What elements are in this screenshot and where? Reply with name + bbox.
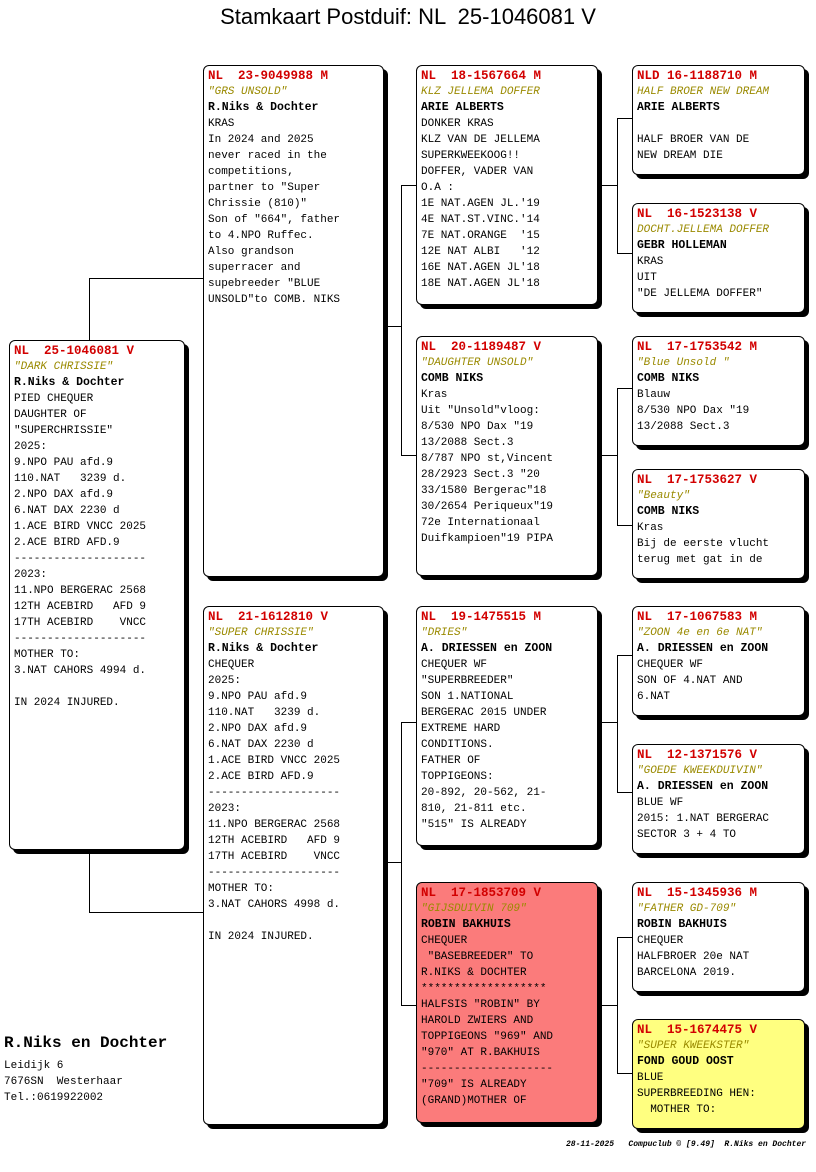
connector-line: [617, 525, 632, 526]
pedigree-line: 1E NAT.AGEN JL.'19: [421, 198, 540, 210]
connector-line: [617, 655, 632, 656]
pedigree-line: MOTHER TO:: [208, 883, 275, 895]
connector-line: [598, 722, 617, 723]
pedigree-line: [208, 913, 379, 929]
pedigree-line: 33/1580 Bergerac"18: [421, 485, 547, 497]
pedigree-line: CHEQUER: [421, 935, 468, 947]
pedigree-line: SUPERKWEEKOOG!!: [421, 150, 521, 162]
connector-line: [89, 278, 204, 279]
pedigree-line: TOPPIGEONS:: [421, 771, 494, 783]
pedigree-line: Chrissie (810)": [208, 198, 308, 210]
pedigree-line: partner to "Super: [208, 182, 321, 194]
pedigree-line: CHEQUER WF: [421, 659, 488, 671]
pedigree-line: --------------------: [14, 633, 147, 645]
pedigree-line: DOFFER, VADER VAN: [421, 166, 534, 178]
pedigree-line: [637, 116, 800, 132]
ring-number: NL 20-1189487 V: [421, 340, 542, 354]
pedigree-line: CONDITIONS.: [421, 739, 494, 751]
pigeon-card-ddd: [632, 1019, 805, 1129]
pedigree-line: 17TH ACEBIRD VNCC: [208, 851, 341, 863]
pedigree-line: 2025:: [208, 675, 242, 687]
pedigree-line: 2.NPO DAX afd.9: [208, 723, 308, 735]
pigeon-owner: ARIE ALBERTS: [637, 101, 720, 114]
pedigree-line: HAROLD ZWIERS AND: [421, 1015, 534, 1027]
ring-number: NL 15-1674475 V: [637, 1023, 758, 1037]
pedigree-line: 16E NAT.AGEN JL'18: [421, 262, 540, 274]
pedigree-line: KRAS: [637, 256, 664, 268]
pigeon-owner: COMB NIKS: [637, 372, 700, 385]
pigeon-nickname: "SUPER KWEEKSTER": [637, 1040, 750, 1052]
ring-number: NL 17-1853709 V: [421, 886, 542, 900]
pedigree-line: 28/2923 Sect.3 "20: [421, 469, 540, 481]
pedigree-line: 2.NPO DAX afd.9: [14, 489, 114, 501]
ring-number: NL 23-9049988 M: [208, 69, 329, 83]
pigeon-owner: COMB NIKS: [421, 372, 484, 385]
pedigree-line: 13/2088 Sect.3: [421, 437, 514, 449]
pedigree-line: SECTOR 3 + 4 TO: [637, 829, 737, 841]
connector-line: [401, 1005, 417, 1006]
pigeon-card-dam: [203, 606, 384, 1125]
pedigree-line: 2023:: [208, 803, 242, 815]
pigeon-owner: GEBR HOLLEMAN: [637, 239, 727, 252]
pedigree-line: 12E NAT ALBI '12: [421, 246, 540, 258]
pedigree-line: 6.NAT: [637, 691, 671, 703]
pigeon-owner: R.Niks & Dochter: [208, 101, 319, 114]
pedigree-line: CHEQUER WF: [637, 659, 704, 671]
pedigree-line: 30/2654 Periqueux"19: [421, 501, 554, 513]
ring-number: NL 15-1345936 M: [637, 886, 758, 900]
pigeon-owner: FOND GOUD OOST: [637, 1055, 734, 1068]
connector-line: [384, 862, 401, 863]
pedigree-line: 13/2088 Sect.3: [637, 421, 730, 433]
pigeon-nickname: "Beauty": [637, 490, 690, 502]
pedigree-line: "DE JELLEMA DOFFER": [637, 288, 763, 300]
breeder-phone: Tel.:0619922002: [4, 1092, 104, 1104]
pedigree-line: 4E NAT.ST.VINC.'14: [421, 214, 540, 226]
pigeon-nickname: "SUPER CHRISSIE": [208, 627, 314, 639]
ring-number: NL 17-1753542 M: [637, 340, 758, 354]
pedigree-line: UNSOLD"to COMB. NIKS: [208, 294, 341, 306]
pigeon-owner: A. DRIESSEN en ZOON: [637, 642, 769, 655]
pedigree-line: 20-892, 20-562, 21-: [421, 787, 547, 799]
pigeon-card-dam-sire: [416, 606, 598, 846]
pigeon-owner: A. DRIESSEN en ZOON: [421, 642, 553, 655]
connector-line: [617, 792, 632, 793]
breeder-city: 7676SN Westerhaar: [4, 1076, 123, 1088]
pedigree-line: BARCELONA 2019.: [637, 967, 737, 979]
pedigree-line: "BASEBREEDER" TO: [421, 951, 534, 963]
pedigree-line: --------------------: [421, 1063, 554, 1075]
pedigree-line: PIED CHEQUER: [14, 393, 94, 405]
pedigree-line: UIT: [637, 272, 657, 284]
connector-line: [617, 937, 618, 1073]
pedigree-line: Bij de eerste vlucht: [637, 538, 770, 550]
pedigree-line: 810, 21-811 etc.: [421, 803, 527, 815]
pedigree-line: 12TH ACEBIRD AFD 9: [208, 835, 341, 847]
pigeon-nickname: HALF BROER NEW DREAM: [637, 86, 770, 98]
pigeon-nickname: "GIJSDUIVIN 709": [421, 903, 527, 915]
pigeon-card-ssd: [632, 203, 805, 313]
connector-line: [401, 722, 417, 723]
pedigree-line: 12TH ACEBIRD AFD 9: [14, 601, 147, 613]
connector-line: [89, 278, 90, 340]
pedigree-line: HALFSIS "ROBIN" BY: [421, 999, 540, 1011]
connector-line: [598, 1005, 617, 1006]
pedigree-line: [14, 679, 180, 695]
pedigree-line: BERGERAC 2015 UNDER: [421, 707, 547, 719]
pedigree-line: --------------------: [208, 867, 341, 879]
pedigree-line: BLUE: [637, 1072, 664, 1084]
connector-line: [617, 937, 632, 938]
connector-line: [598, 185, 617, 186]
pigeon-card-dam-dam: [416, 882, 598, 1123]
pedigree-line: BLUE WF: [637, 797, 684, 809]
pedigree-line: DONKER KRAS: [421, 118, 494, 130]
connector-line: [617, 1073, 632, 1074]
pigeon-nickname: "DRIES": [421, 627, 468, 639]
pedigree-line: 2023:: [14, 569, 48, 581]
pedigree-line: Kras: [637, 522, 664, 534]
pedigree-line: 18E NAT.AGEN JL'18: [421, 278, 540, 290]
pedigree-line: EXTREME HARD: [421, 723, 501, 735]
pigeon-nickname: "GOEDE KWEEKDUIVIN": [637, 765, 763, 777]
pedigree-line: Kras: [421, 389, 448, 401]
pedigree-line: Son of "664", father: [208, 214, 341, 226]
breeder-name: R.Niks en Dochter: [4, 1034, 168, 1052]
pigeon-card-sire: [203, 65, 384, 577]
ring-number: NL 12-1371576 V: [637, 748, 758, 762]
pigeon-owner: R.Niks & Dochter: [14, 376, 125, 389]
pedigree-line: O.A :: [421, 182, 455, 194]
connector-line: [89, 850, 90, 912]
pigeon-nickname: "FATHER GD-709": [637, 903, 737, 915]
pigeon-owner: ROBIN BAKHUIS: [421, 918, 511, 931]
pedigree-line: superracer and: [208, 262, 301, 274]
pedigree-line: 9.NPO PAU afd.9: [208, 691, 308, 703]
pedigree-line: 3.NAT CAHORS 4994 d.: [14, 665, 147, 677]
pedigree-line: Duifkampioen"19 PIPA: [421, 533, 554, 545]
pigeon-card-dds: [632, 882, 805, 992]
pedigree-line: 8/787 NPO st,Vincent: [421, 453, 554, 465]
pedigree-line: FATHER OF: [421, 755, 481, 767]
pedigree-line: In 2024 and 2025: [208, 134, 314, 146]
pedigree-line: IN 2024 INJURED.: [208, 931, 314, 943]
pedigree-line: Uit "Unsold"vloog:: [421, 405, 540, 417]
pedigree-line: SON OF 4.NAT AND: [637, 675, 743, 687]
ring-number: NLD 16-1188710 M: [637, 69, 758, 83]
pigeon-card-subject: [9, 340, 185, 850]
ring-number: NL 16-1523138 V: [637, 207, 758, 221]
pedigree-line: HALFBROER 20e NAT: [637, 951, 750, 963]
pedigree-line: DAUGHTER OF: [14, 409, 87, 421]
pedigree-line: 3.NAT CAHORS 4998 d.: [208, 899, 341, 911]
pedigree-line: R.NIKS & DOCHTER: [421, 967, 527, 979]
pedigree-line: SUPERBREEDING HEN:: [637, 1088, 756, 1100]
pigeon-owner: ARIE ALBERTS: [421, 101, 504, 114]
pedigree-line: 6.NAT DAX 2230 d: [14, 505, 120, 517]
ring-number: NL 17-1753627 V: [637, 473, 758, 487]
pigeon-owner: A. DRIESSEN en ZOON: [637, 780, 769, 793]
pedigree-line: 1.ACE BIRD VNCC 2025: [14, 521, 147, 533]
ring-number: NL 25-1046081 V: [14, 344, 135, 358]
pedigree-line: 8/530 NPO Dax "19: [637, 405, 750, 417]
pedigree-line: (GRAND)MOTHER OF: [421, 1095, 527, 1107]
pedigree-line: 6.NAT DAX 2230 d: [208, 739, 314, 751]
pigeon-card-sire-sire: [416, 65, 598, 305]
pedigree-line: 11.NPO BERGERAC 2568: [208, 819, 341, 831]
pedigree-line: CHEQUER: [208, 659, 255, 671]
pedigree-line: "970" AT R.BAKHUIS: [421, 1047, 540, 1059]
pedigree-line: competitions,: [208, 166, 294, 178]
pigeon-card-dsd: [632, 744, 805, 854]
pedigree-line: 8/530 NPO Dax "19: [421, 421, 534, 433]
connector-line: [598, 455, 617, 456]
pedigree-line: --------------------: [14, 553, 147, 565]
pedigree-line: Also grandson: [208, 246, 294, 258]
pigeon-nickname: KLZ JELLEMA DOFFER: [421, 86, 540, 98]
pedigree-line: SON 1.NATIONAL: [421, 691, 514, 703]
pedigree-line: IN 2024 INJURED.: [14, 697, 120, 709]
connector-line: [617, 388, 618, 525]
pigeon-card-sss: [632, 65, 805, 175]
pigeon-nickname: "ZOON 4e en 6e NAT": [637, 627, 763, 639]
connector-line: [401, 185, 417, 186]
pedigree-line: KRAS: [208, 118, 235, 130]
pedigree-line: 2.ACE BIRD AFD.9: [208, 771, 314, 783]
connector-line: [401, 455, 417, 456]
pedigree-line: "515" IS ALREADY: [421, 819, 527, 831]
connector-line: [89, 912, 204, 913]
pedigree-line: CHEQUER: [637, 935, 684, 947]
pedigree-line: to 4.NPO Ruffec.: [208, 230, 314, 242]
pedigree-line: NEW DREAM DIE: [637, 150, 723, 162]
pigeon-card-sds: [632, 336, 805, 446]
pedigree-line: --------------------: [208, 787, 341, 799]
pedigree-line: 11.NPO BERGERAC 2568: [14, 585, 147, 597]
ring-number: NL 21-1612810 V: [208, 610, 329, 624]
pedigree-line: "SUPERBREEDER": [421, 675, 514, 687]
pigeon-nickname: "DAUGHTER UNSOLD": [421, 357, 534, 369]
pedigree-line: terug met gat in de: [637, 554, 763, 566]
pigeon-owner: R.Niks & Dochter: [208, 642, 319, 655]
connector-line: [617, 118, 632, 119]
pedigree-line: Blauw: [637, 389, 671, 401]
pedigree-line: "SUPERCHRISSIE": [14, 425, 114, 437]
pigeon-owner: COMB NIKS: [637, 505, 700, 518]
pedigree-line: MOTHER TO:: [637, 1104, 717, 1116]
pigeon-nickname: "DARK CHRISSIE": [14, 361, 114, 373]
pigeon-nickname: "Blue Unsold ": [637, 357, 730, 369]
page-title: Stamkaart Postduif: NL 25-1046081 V: [220, 4, 596, 29]
ring-number: NL 19-1475515 M: [421, 610, 542, 624]
pedigree-line: MOTHER TO:: [14, 649, 81, 661]
connector-line: [401, 185, 402, 455]
pigeon-card-sire-dam: [416, 336, 598, 576]
pedigree-line: 1.ACE BIRD VNCC 2025: [208, 755, 341, 767]
breeder-street: Leidijk 6: [4, 1060, 64, 1072]
pedigree-line: TOPPIGEONS "969" AND: [421, 1031, 554, 1043]
pedigree-line: 2025:: [14, 441, 48, 453]
connector-line: [384, 326, 401, 327]
pedigree-line: 2015: 1.NAT BERGERAC: [637, 813, 770, 825]
connector-line: [617, 118, 618, 253]
pedigree-line: "709" IS ALREADY: [421, 1079, 527, 1091]
connector-line: [617, 253, 632, 254]
pedigree-line: 110.NAT 3239 d.: [208, 707, 321, 719]
pedigree-line: *******************: [421, 983, 547, 995]
connector-line: [401, 722, 402, 1005]
connector-line: [617, 655, 618, 792]
connector-line: [617, 388, 632, 389]
pigeon-card-sdd: [632, 469, 805, 579]
pedigree-line: never raced in the: [208, 150, 327, 162]
pigeon-owner: ROBIN BAKHUIS: [637, 918, 727, 931]
ring-number: NL 17-1067583 M: [637, 610, 758, 624]
pedigree-line: 2.ACE BIRD AFD.9: [14, 537, 120, 549]
pedigree-line: 7E NAT.ORANGE '15: [421, 230, 540, 242]
pedigree-line: 9.NPO PAU afd.9: [14, 457, 114, 469]
print-info: 28-11-2025 Compuclub © [9.49] R.Niks en Dochter: [566, 1140, 807, 1149]
pedigree-line: 17TH ACEBIRD VNCC: [14, 617, 147, 629]
pigeon-nickname: DOCHT.JELLEMA DOFFER: [637, 224, 770, 236]
pedigree-line: 72e Internationaal: [421, 517, 540, 529]
pedigree-line: supebreeder "BLUE: [208, 278, 321, 290]
pedigree-line: KLZ VAN DE JELLEMA: [421, 134, 540, 146]
pigeon-nickname: "GRS UNSOLD": [208, 86, 288, 98]
pedigree-line: 110.NAT 3239 d.: [14, 473, 127, 485]
pigeon-card-dss: [632, 606, 805, 716]
pedigree-line: HALF BROER VAN DE: [637, 134, 750, 146]
ring-number: NL 18-1567664 M: [421, 69, 542, 83]
